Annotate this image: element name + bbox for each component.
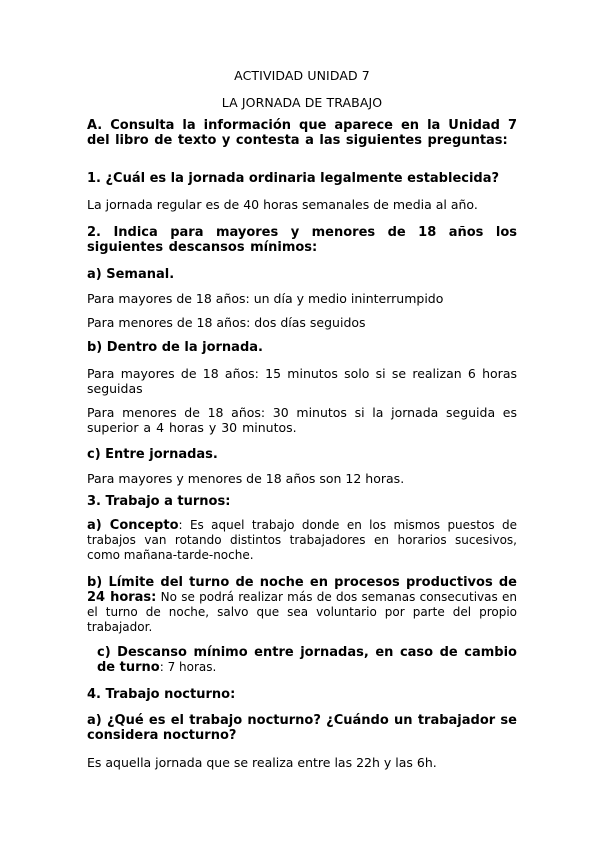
answer-2a-minors: Para menores de 18 años: dos días seguidos — [87, 315, 366, 330]
answer-3a — [87, 518, 517, 563]
answer-3a-text: : Es aquel trabajo donde en los mismos puestos de trabajos van rotando distintos trabajadores en horarios sucesivos, como mañana-tarde-noche. — [87, 518, 517, 562]
question-2: 2. Indica para mayores y menores de 18 años los siguientes descansos mínimos: — [87, 225, 517, 255]
answer-2b-minors: Para menores de 18 años: 30 minutos si la jornada seguida es superior a 4 horas y 30 minutos. — [87, 405, 517, 435]
answer-3b — [87, 575, 517, 635]
instructions-intro: A. Consulta la información que aparece en la Unidad 7 del libro de texto y contesta a las siguientes preguntas: — [87, 118, 517, 148]
document-subtitle: LA JORNADA DE TRABAJO — [221, 95, 383, 110]
answer-2c: Para mayores y menores de 18 años son 12 horas. — [87, 471, 405, 486]
document-title: ACTIVIDAD UNIDAD 7 — [234, 68, 370, 83]
question-2a-heading: a) Semanal. — [87, 267, 175, 282]
answer-3b-label: b) Límite del turno de noche en procesos productivos de 24 horas: — [87, 575, 517, 605]
answer-3a-label: a) Concepto — [87, 518, 179, 533]
answer-1: La jornada regular es de 40 horas semanales de media al año. — [87, 197, 478, 212]
answer-3c — [87, 645, 517, 675]
question-1: 1. ¿Cuál es la jornada ordinaria legalmente establecida? — [87, 171, 500, 186]
question-4: 4. Trabajo nocturno: — [87, 687, 236, 702]
question-3: 3. Trabajo a turnos: — [87, 494, 231, 509]
question-2b-heading: b) Dentro de la jornada. — [87, 340, 263, 355]
answer-3b-text: No se podrá realizar más de dos semanas consecutivas en el turno de noche, salvo que sea voluntario por parte del propio trabajador. — [87, 590, 517, 634]
answer-3c-text: : 7 horas. — [159, 660, 217, 674]
question-2c-heading: c) Entre jornadas. — [87, 447, 218, 462]
question-4a-heading: a) ¿Qué es el trabajo nocturno? ¿Cuándo un trabajador se considera nocturno? — [87, 713, 517, 743]
answer-2a-adults: Para mayores de 18 años: un día y medio ininterrumpido — [87, 291, 444, 306]
answer-3c-label: c) Descanso mínimo entre jornadas, en caso de cambio de turno — [97, 645, 517, 675]
answer-4a: Es aquella jornada que se realiza entre las 22h y las 6h. — [87, 755, 437, 770]
answer-2b-adults: Para mayores de 18 años: 15 minutos solo si se realizan 6 horas seguidas — [87, 366, 517, 396]
